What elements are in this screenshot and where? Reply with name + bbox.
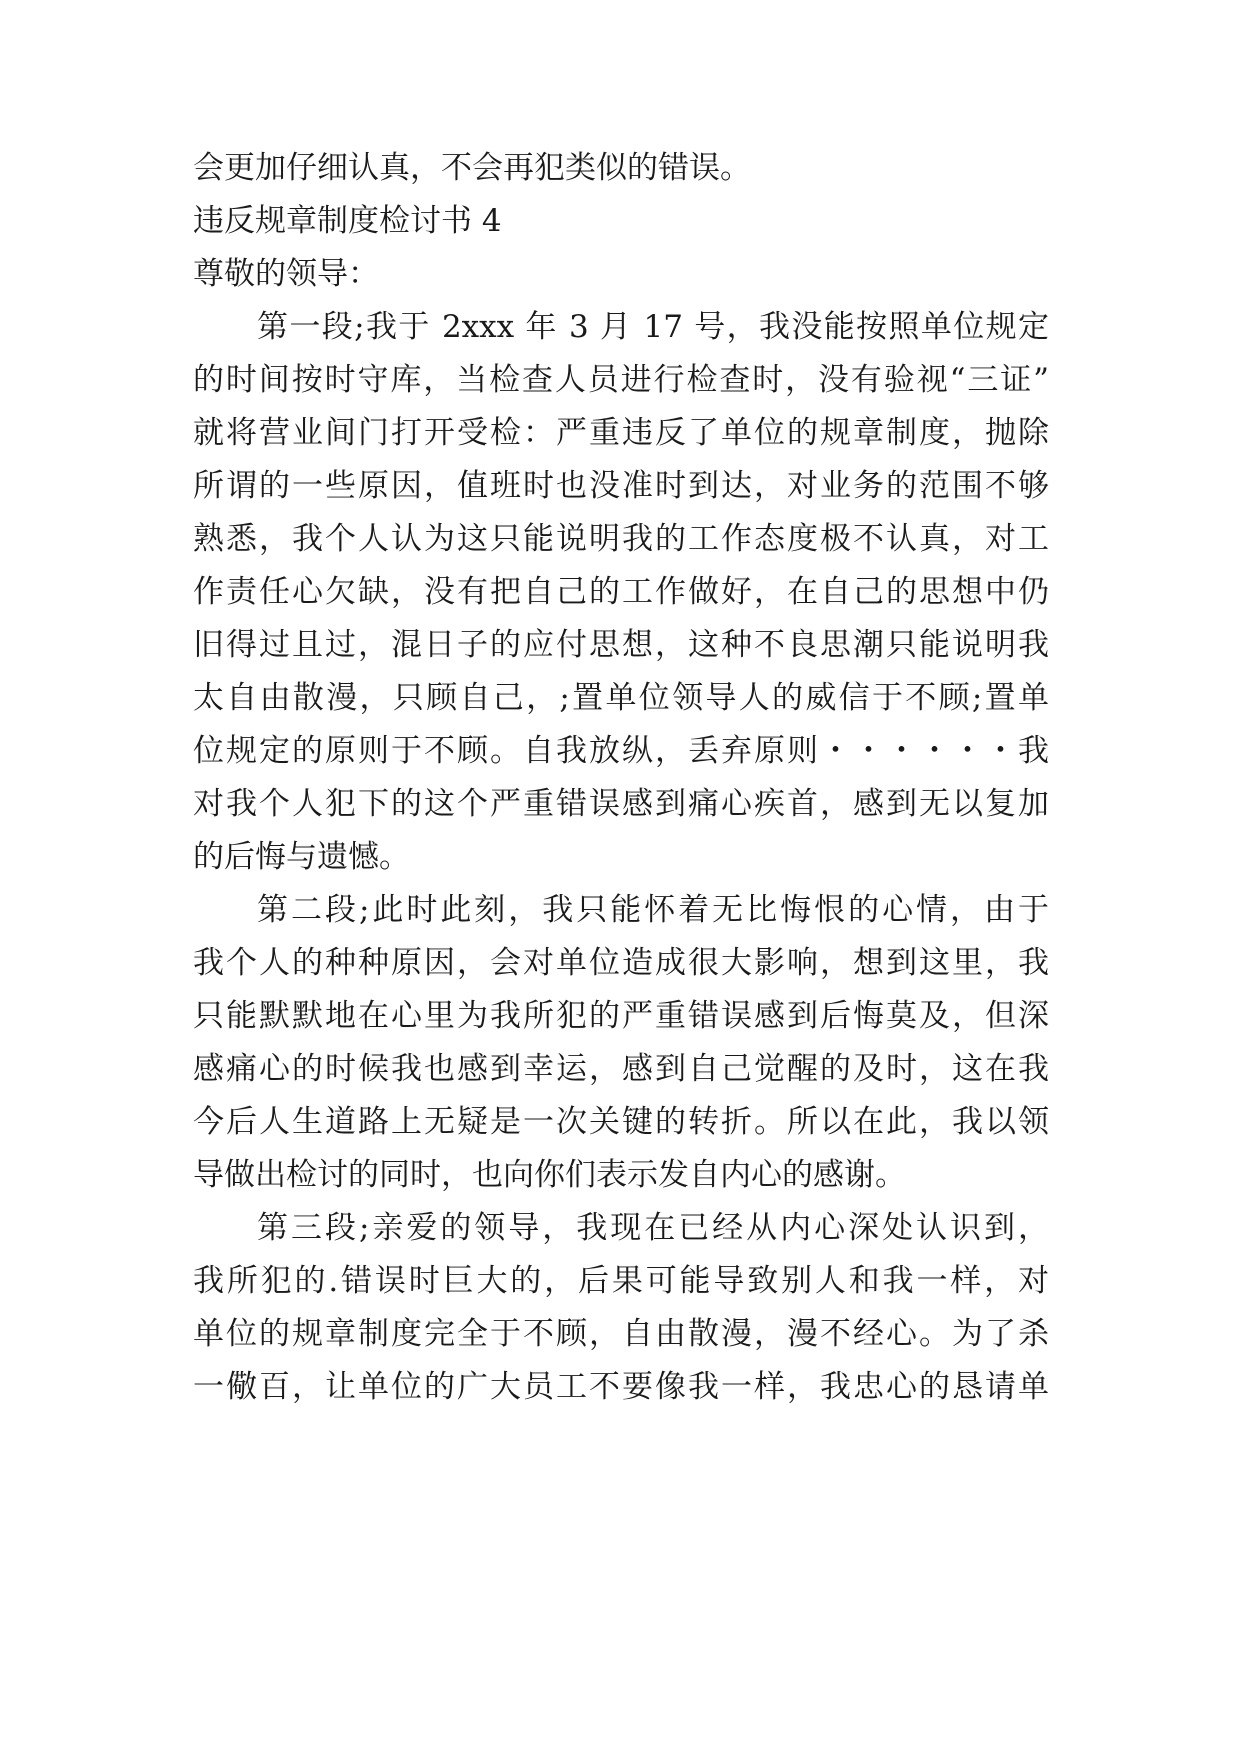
paragraph-line: 感痛心的时候我也感到幸运，感到自己觉醒的及时，这在我 <box>193 1051 1049 1087</box>
paragraph-line: 我所犯的.错误时巨大的，后果可能导致别人和我一样，对 <box>193 1263 1049 1299</box>
paragraph-line: 第二段;此时此刻，我只能怀着无比悔恨的心情，由于 <box>257 892 1049 928</box>
paragraph-line: 对我个人犯下的这个严重错误感到痛心疾首，感到无以复加 <box>193 786 1049 822</box>
paragraph-line: 只能默默地在心里为我所犯的严重错误感到后悔莫及，但深 <box>193 998 1049 1034</box>
paragraph-line: 的时间按时守库，当检查人员进行检查时，没有验视“三证” <box>193 362 1049 398</box>
section-heading: 违反规章制度检讨书 4 <box>193 203 502 239</box>
paragraph-line: 第一段;我于 2xxx 年 3 月 17 号，我没能按照单位规定 <box>257 309 1049 345</box>
salutation: 尊敬的领导： <box>193 256 379 292</box>
paragraph-line: 所谓的一些原因，值班时也没准时到达，对业务的范围不够 <box>193 468 1049 504</box>
paragraph-line: 单位的规章制度完全于不顾，自由散漫，漫不经心。为了杀 <box>193 1316 1049 1352</box>
paragraph-line: 第三段;亲爱的领导，我现在已经从内心深处认识到， <box>257 1210 1049 1246</box>
paragraph-line: 太自由散漫，只顾自己，;置单位领导人的威信于不顾;置单 <box>193 680 1049 716</box>
paragraph-line: 作责任心欠缺，没有把自己的工作做好，在自己的思想中仍 <box>193 574 1049 610</box>
paragraph-line: 的后悔与遗憾。 <box>193 839 410 875</box>
paragraph-line: 就将营业间门打开受检：严重违反了单位的规章制度，抛除 <box>193 415 1049 451</box>
paragraph-line: 今后人生道路上无疑是一次关键的转折。所以在此，我以领 <box>193 1104 1049 1140</box>
paragraph-line: 旧得过且过，混日子的应付思想，这种不良思潮只能说明我 <box>193 627 1049 663</box>
paragraph-line: 一儆百，让单位的广大员工不要像我一样，我忠心的恳请单 <box>193 1369 1049 1405</box>
paragraph-line: 熟悉，我个人认为这只能说明我的工作态度极不认真，对工 <box>193 521 1049 557</box>
text-line: 会更加仔细认真，不会再犯类似的错误。 <box>193 150 751 186</box>
paragraph-line: 我个人的种种原因，会对单位造成很大影响，想到这里，我 <box>193 945 1049 981</box>
paragraph-line: 导做出检讨的同时，也向你们表示发自内心的感谢。 <box>193 1157 906 1193</box>
paragraph-line: 位规定的原则于不顾。自我放纵，丢弃原则・・・・・・我 <box>193 733 1049 769</box>
